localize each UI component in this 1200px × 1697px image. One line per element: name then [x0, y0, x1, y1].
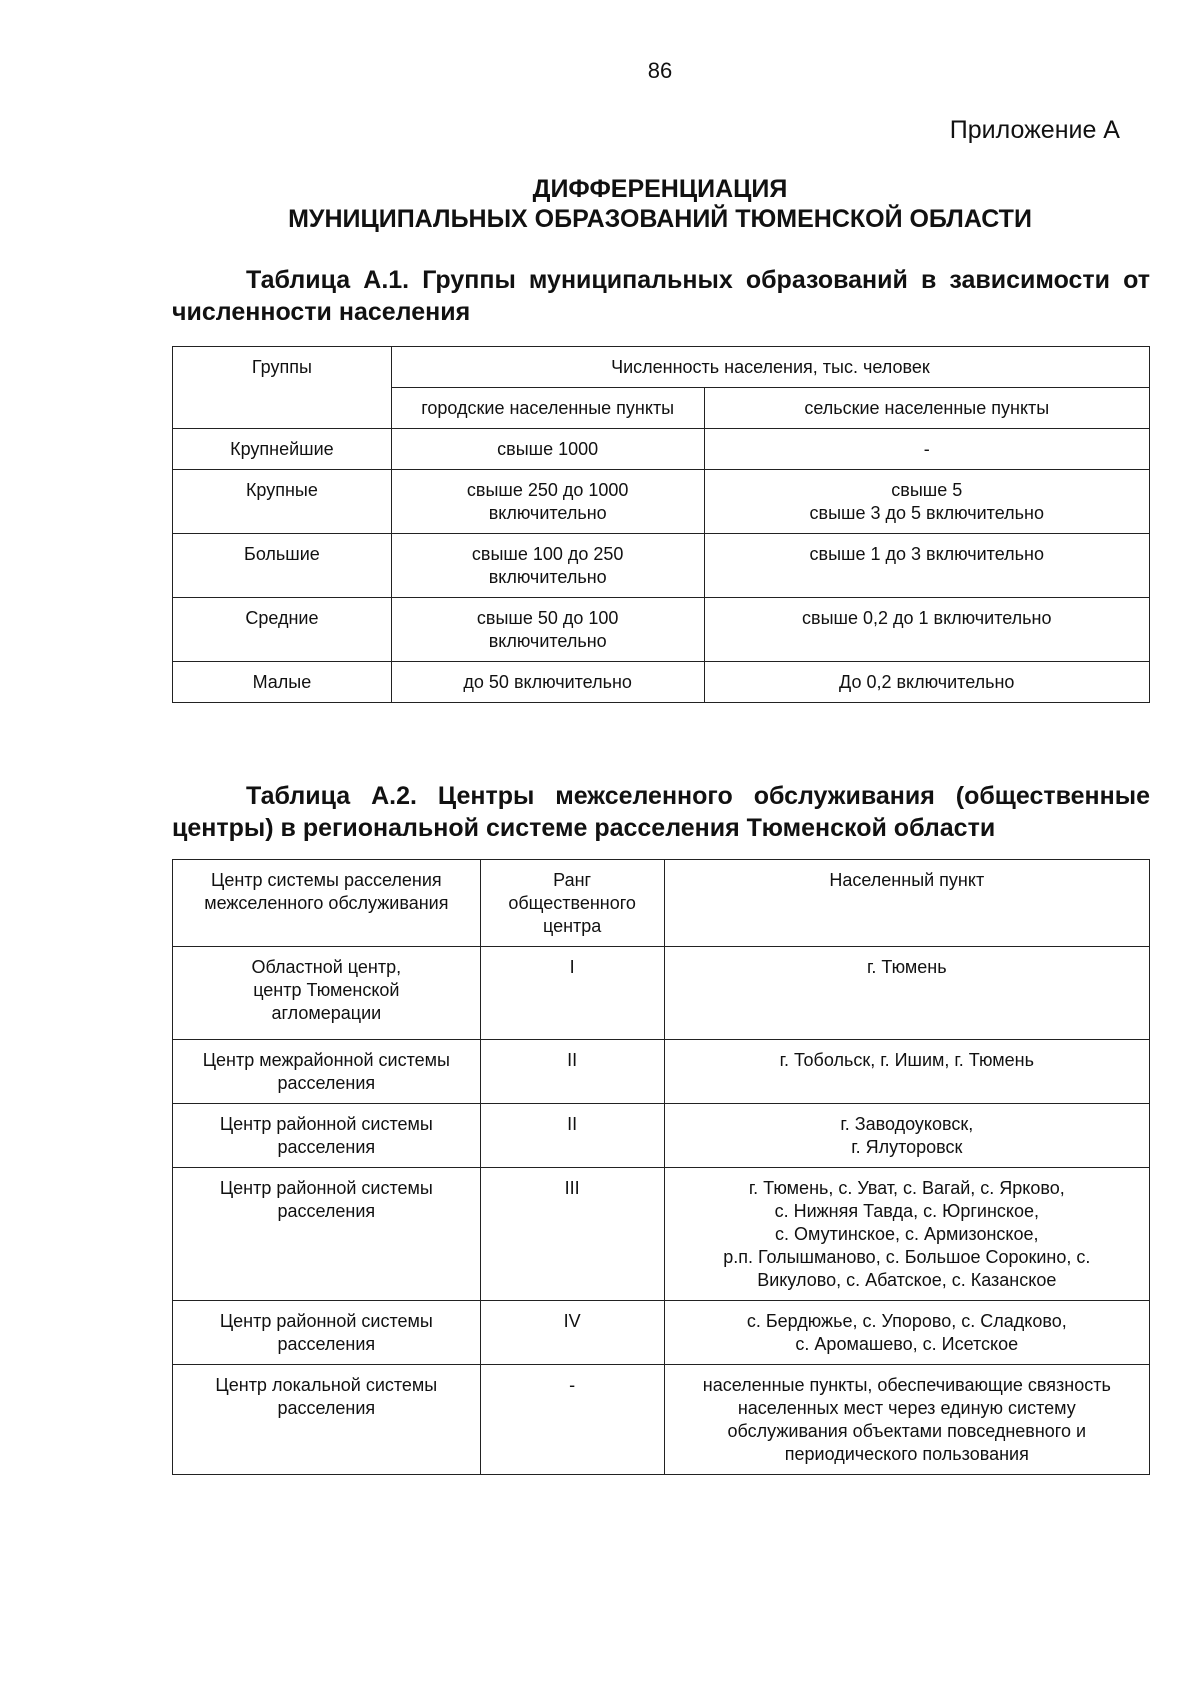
- center-cell: Центр районной системы расселения: [173, 1301, 481, 1365]
- rank-cell: IV: [480, 1301, 664, 1365]
- document-title: [0, 174, 1200, 234]
- table-row: [173, 1365, 1150, 1475]
- title-line-1: ДИФФЕРЕНЦИАЦИЯ: [532, 175, 788, 203]
- header-population: Численность населения, тыс. человек: [391, 347, 1149, 388]
- table-row: [173, 429, 1150, 470]
- header-rural: сельские населенные пункты: [704, 388, 1149, 429]
- rank-cell: -: [480, 1365, 664, 1475]
- rank-cell: III: [480, 1168, 664, 1301]
- population-groups-table: [172, 346, 1150, 703]
- settlement-cell: г. Заводоуковск, г. Ялуторовск: [664, 1104, 1149, 1168]
- rank-cell: II: [480, 1104, 664, 1168]
- header-settlement: Населенный пункт: [664, 860, 1149, 947]
- rural-cell: свыше 0,2 до 1 включительно: [704, 598, 1149, 662]
- center-cell: Центр межрайонной системы расселения: [173, 1040, 481, 1104]
- group-cell: Крупные: [173, 470, 392, 534]
- service-centers-table: [172, 859, 1150, 1475]
- rural-cell: -: [704, 429, 1149, 470]
- table-row: [173, 598, 1150, 662]
- table-row: [173, 947, 1150, 1040]
- center-cell: Центр локальной системы расселения: [173, 1365, 481, 1475]
- header-rank: Ранг общественного центра: [480, 860, 664, 947]
- center-cell: Областной центр, центр Тюменской агломерации: [173, 947, 481, 1040]
- urban-cell: свыше 250 до 1000 включительно: [391, 470, 704, 534]
- group-cell: Средние: [173, 598, 392, 662]
- table-row: [173, 1040, 1150, 1104]
- table2-caption: Таблица А.2. Центры межселенного обслуживания (общественные центры) в региональной системе расселения Тюменской области: [172, 782, 1150, 842]
- settlement-cell: г. Тюмень, с. Уват, с. Вагай, с. Ярково, с. Нижняя Тавда, с. Юргинское, с. Омутинское, с. Армизонское, р.п. Голышманово, с. Большое Сорокино, с. Викулово, с. Абатское, с. Казанское: [664, 1168, 1149, 1301]
- table-row: [173, 1104, 1150, 1168]
- settlement-cell: г. Тюмень: [664, 947, 1149, 1040]
- center-cell: Центр районной системы расселения: [173, 1168, 481, 1301]
- group-cell: Большие: [173, 534, 392, 598]
- table1-caption: Таблица А.1. Группы муниципальных образований в зависимости от численности населения: [172, 266, 1150, 326]
- group-cell: Крупнейшие: [173, 429, 392, 470]
- settlement-cell: населенные пункты, обеспечивающие связность населенных мест через единую систему обслуживания объектами повседневного и периодического пользования: [664, 1365, 1149, 1475]
- group-cell: Малые: [173, 662, 392, 703]
- urban-cell: свыше 100 до 250 включительно: [391, 534, 704, 598]
- table-row: [173, 1301, 1150, 1365]
- rural-cell: свыше 1 до 3 включительно: [704, 534, 1149, 598]
- appendix-label: Приложение А: [949, 116, 1120, 144]
- rank-cell: II: [480, 1040, 664, 1104]
- table-row: [173, 662, 1150, 703]
- rank-cell: I: [480, 947, 664, 1040]
- settlement-cell: г. Тобольск, г. Ишим, г. Тюмень: [664, 1040, 1149, 1104]
- page-number: 86: [647, 58, 673, 83]
- table-header-row: [173, 347, 1150, 388]
- table-row: [173, 534, 1150, 598]
- urban-cell: свыше 1000: [391, 429, 704, 470]
- title-line-2: МУНИЦИПАЛЬНЫХ ОБРАЗОВАНИЙ ТЮМЕНСКОЙ ОБЛАСТИ: [288, 205, 1032, 233]
- table-row: [173, 470, 1150, 534]
- rural-cell: До 0,2 включительно: [704, 662, 1149, 703]
- urban-cell: свыше 50 до 100 включительно: [391, 598, 704, 662]
- header-groups: Группы: [173, 347, 392, 429]
- table-header-row: [173, 860, 1150, 947]
- urban-cell: до 50 включительно: [391, 662, 704, 703]
- rural-cell: свыше 5 свыше 3 до 5 включительно: [704, 470, 1149, 534]
- header-urban: городские населенные пункты: [391, 388, 704, 429]
- center-cell: Центр районной системы расселения: [173, 1104, 481, 1168]
- header-center: Центр системы расселения межселенного обслуживания: [173, 860, 481, 947]
- settlement-cell: с. Бердюжье, с. Упорово, с. Сладково, с. Аромашево, с. Исетское: [664, 1301, 1149, 1365]
- table-row: [173, 1168, 1150, 1301]
